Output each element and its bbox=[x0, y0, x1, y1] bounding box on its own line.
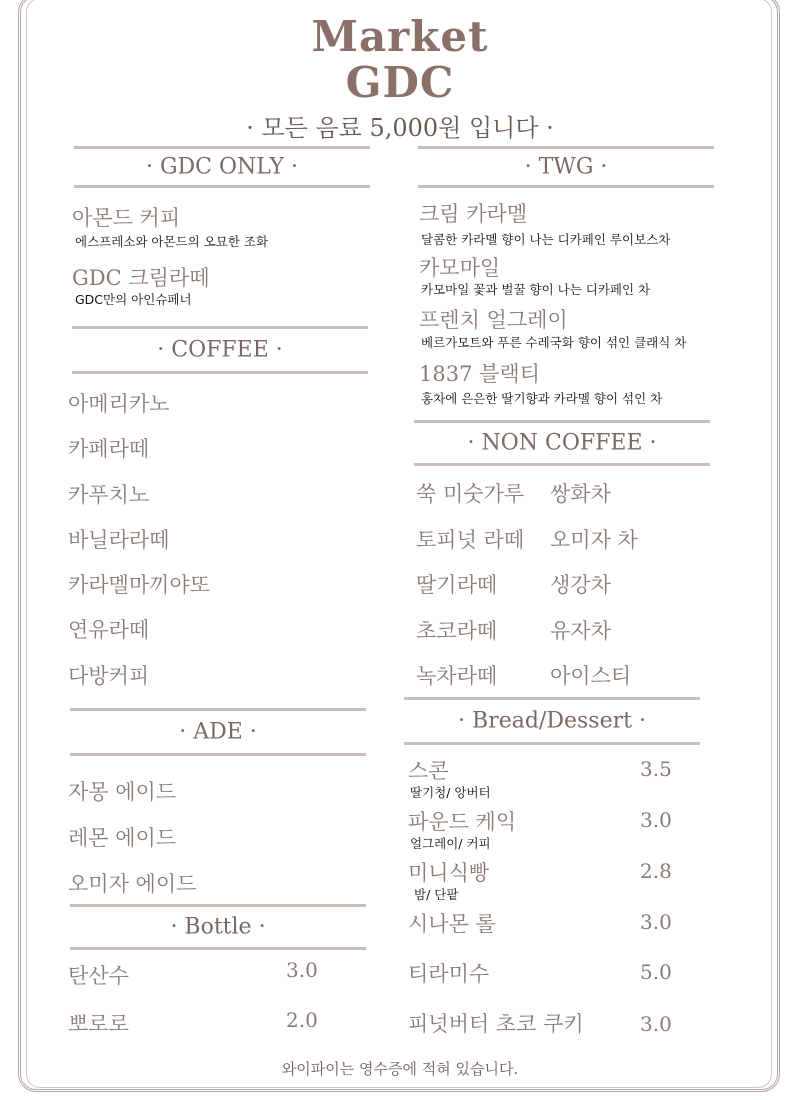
section-header-coffee bbox=[72, 326, 368, 374]
section-header-gdc-only bbox=[74, 146, 370, 188]
menu-item: 오미자 차 bbox=[550, 528, 638, 552]
menu-item-desc: 카모마일 꽃과 벌꿀 향이 나는 디카페인 차 bbox=[421, 282, 651, 297]
menu-item: 프렌치 얼그레이 bbox=[419, 308, 568, 332]
section-title-twg: · TWG · bbox=[524, 154, 608, 180]
menu-item-desc: 밤/ 단팥 bbox=[414, 887, 459, 902]
menu-item-price: 5.0 bbox=[640, 960, 672, 984]
section-header-twg bbox=[418, 146, 714, 188]
menu-item: 토피넛 라떼 bbox=[416, 528, 525, 552]
section-header-non-coffee bbox=[414, 420, 710, 466]
menu-item: 녹차라떼 bbox=[416, 664, 498, 688]
menu-item: 카모마일 bbox=[419, 256, 501, 280]
menu-item: 아메리카노 bbox=[68, 392, 170, 416]
menu-item-price: 3.5 bbox=[640, 757, 672, 781]
wifi-notice: 와이파이는 영수증에 적혀 있습니다. bbox=[281, 1060, 519, 1078]
menu-item: GDC 크림라떼 bbox=[72, 266, 210, 290]
menu-item: 다방커피 bbox=[68, 664, 150, 688]
menu-item: 자몽 에이드 bbox=[68, 780, 177, 804]
menu-item: 카페라떼 bbox=[68, 437, 150, 461]
menu-item: 티라미수 bbox=[408, 962, 490, 986]
section-title-non-coffee: · NON COFFEE · bbox=[467, 430, 657, 456]
menu-item-desc: 에스프레소와 아몬드의 오묘한 조화 bbox=[75, 234, 269, 249]
section-title-bread-dessert: · Bread/Dessert · bbox=[458, 708, 646, 734]
menu-item: 시나몬 롤 bbox=[408, 912, 496, 936]
menu-item-price: 3.0 bbox=[640, 910, 672, 934]
menu-item-price: 2.0 bbox=[286, 1008, 318, 1032]
menu-item-desc: GDC만의 아인슈페너 bbox=[75, 292, 192, 307]
menu-item-desc: 홍차에 은은한 딸기향과 카라멜 향이 섞인 차 bbox=[421, 391, 663, 406]
section-header-bread-dessert bbox=[404, 697, 700, 745]
menu-item: 쑥 미숫가루 bbox=[416, 482, 525, 506]
menu-item-price: 2.8 bbox=[640, 859, 672, 883]
menu-item: 아몬드 커피 bbox=[72, 206, 181, 230]
menu-item: 스콘 bbox=[408, 759, 449, 783]
section-header-bottle bbox=[70, 904, 366, 950]
menu-item: 쌍화차 bbox=[550, 482, 611, 506]
menu-item: 파운드 케익 bbox=[408, 810, 517, 834]
section-title-ade: · ADE · bbox=[179, 719, 257, 745]
section-header-ade bbox=[70, 708, 366, 756]
section-title-gdc-only: · GDC ONLY · bbox=[145, 154, 299, 180]
menu-item: 생강차 bbox=[550, 573, 611, 597]
section-title-bottle: · Bottle · bbox=[170, 914, 266, 940]
menu-item: 레몬 에이드 bbox=[68, 826, 177, 850]
menu-item: 카라멜마끼야또 bbox=[68, 573, 211, 597]
menu-item-desc: 베르가모트와 푸른 수레국화 향이 섞인 클래식 차 bbox=[421, 335, 687, 350]
title-market: Market bbox=[311, 12, 489, 61]
price-notice: · 모든 음료 5,000원 입니다 · bbox=[246, 114, 554, 142]
menu-item-price: 3.0 bbox=[640, 1012, 672, 1036]
menu-item: 유자차 bbox=[550, 619, 611, 643]
title-gdc: GDC bbox=[345, 58, 455, 107]
menu-item-desc: 얼그레이/ 커피 bbox=[410, 836, 491, 851]
menu-item: 오미자 에이드 bbox=[68, 872, 197, 896]
menu-item: 아이스티 bbox=[550, 664, 632, 688]
menu-item-desc: 달콤한 카라멜 향이 나는 디카페인 루이보스차 bbox=[421, 232, 671, 247]
menu-item: 카푸치노 bbox=[68, 483, 150, 507]
menu-item: 크림 카라멜 bbox=[419, 202, 528, 226]
menu-item: 1837 블랙티 bbox=[419, 362, 540, 386]
menu-item: 딸기라떼 bbox=[416, 573, 498, 597]
menu-item: 바닐라라떼 bbox=[68, 528, 170, 552]
menu-item: 미니식빵 bbox=[408, 861, 490, 885]
menu-item: 피넛버터 초코 쿠키 bbox=[408, 1012, 584, 1036]
menu-item: 탄산수 bbox=[68, 964, 129, 988]
section-title-coffee: · COFFEE · bbox=[157, 337, 283, 363]
menu-item: 연유라떼 bbox=[68, 618, 150, 642]
menu-item-price: 3.0 bbox=[286, 958, 318, 982]
menu-item-price: 3.0 bbox=[640, 808, 672, 832]
menu-item-desc: 딸기청/ 앙버터 bbox=[410, 785, 491, 800]
menu-item: 초코라떼 bbox=[416, 619, 498, 643]
menu-item: 뽀로로 bbox=[68, 1012, 129, 1036]
